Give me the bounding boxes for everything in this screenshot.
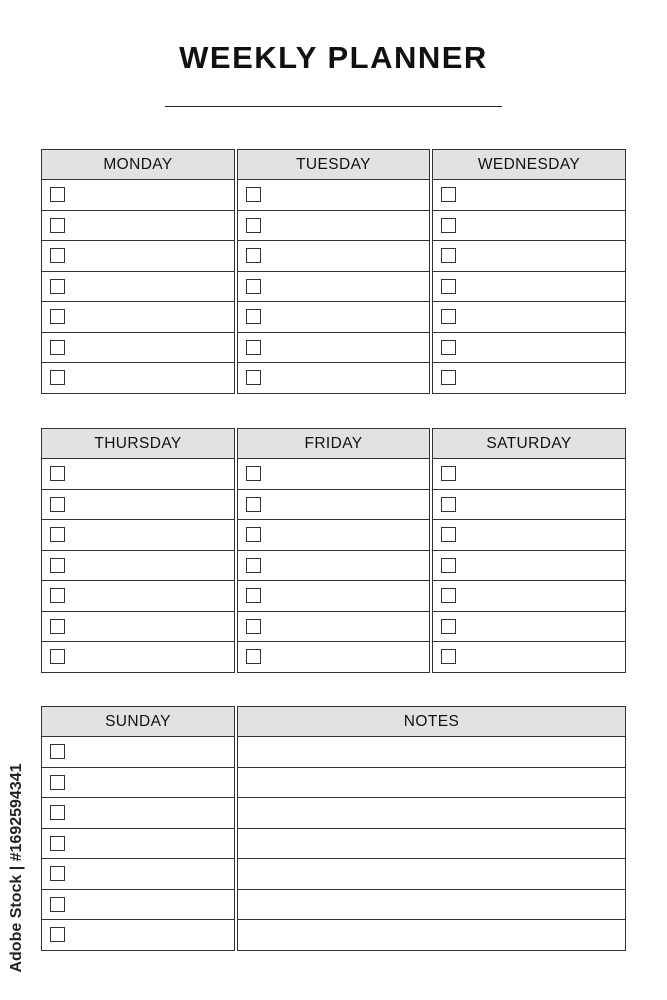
- title-underline: [165, 106, 502, 107]
- task-row[interactable]: [433, 363, 625, 394]
- task-checkbox[interactable]: [50, 897, 65, 912]
- watermark-text: Adobe Stock | #169259434​1: [8, 763, 25, 973]
- day-header-friday: FRIDAY: [238, 429, 429, 459]
- task-checkbox[interactable]: [50, 279, 65, 294]
- task-checkbox[interactable]: [441, 466, 456, 481]
- task-checkbox[interactable]: [441, 218, 456, 233]
- task-row[interactable]: [238, 459, 429, 490]
- task-row[interactable]: [42, 890, 234, 921]
- task-checkbox[interactable]: [50, 370, 65, 385]
- task-checkbox[interactable]: [441, 649, 456, 664]
- task-checkbox[interactable]: [246, 279, 261, 294]
- task-checkbox[interactable]: [441, 309, 456, 324]
- task-checkbox[interactable]: [441, 279, 456, 294]
- task-row[interactable]: [238, 241, 429, 272]
- task-row[interactable]: [433, 459, 625, 490]
- notes-lines: [238, 737, 625, 951]
- task-checkbox[interactable]: [50, 866, 65, 881]
- notes-line[interactable]: [238, 829, 625, 860]
- task-row[interactable]: [42, 737, 234, 768]
- task-checkbox[interactable]: [246, 370, 261, 385]
- notes-line[interactable]: [238, 798, 625, 829]
- task-list: [238, 180, 429, 394]
- task-list: [433, 180, 625, 394]
- task-row[interactable]: [42, 211, 234, 242]
- task-row[interactable]: [433, 612, 625, 643]
- task-row[interactable]: [238, 272, 429, 303]
- task-row[interactable]: [433, 581, 625, 612]
- task-checkbox[interactable]: [50, 497, 65, 512]
- task-row[interactable]: [42, 642, 234, 673]
- day-panel-monday: [41, 149, 235, 394]
- day-panel-saturday: [432, 428, 626, 673]
- task-checkbox[interactable]: [246, 497, 261, 512]
- task-row[interactable]: [238, 180, 429, 211]
- task-checkbox[interactable]: [246, 466, 261, 481]
- task-row[interactable]: [42, 180, 234, 211]
- task-row[interactable]: [42, 768, 234, 799]
- task-checkbox[interactable]: [50, 187, 65, 202]
- task-checkbox[interactable]: [441, 558, 456, 573]
- task-row[interactable]: [42, 490, 234, 521]
- task-checkbox[interactable]: [50, 649, 65, 664]
- task-checkbox[interactable]: [246, 248, 261, 263]
- task-row[interactable]: [238, 333, 429, 364]
- task-checkbox[interactable]: [246, 558, 261, 573]
- task-row[interactable]: [42, 333, 234, 364]
- task-row[interactable]: [238, 612, 429, 643]
- task-row[interactable]: [238, 551, 429, 582]
- task-row[interactable]: [433, 551, 625, 582]
- task-checkbox[interactable]: [441, 370, 456, 385]
- notes-line[interactable]: [238, 859, 625, 890]
- task-checkbox[interactable]: [246, 649, 261, 664]
- task-checkbox[interactable]: [246, 309, 261, 324]
- task-list: [42, 459, 234, 673]
- task-row[interactable]: [42, 363, 234, 394]
- notes-line[interactable]: [238, 737, 625, 768]
- task-row[interactable]: [433, 180, 625, 211]
- task-checkbox[interactable]: [50, 619, 65, 634]
- task-checkbox[interactable]: [50, 744, 65, 759]
- task-checkbox[interactable]: [441, 588, 456, 603]
- notes-line[interactable]: [238, 920, 625, 951]
- task-row[interactable]: [238, 363, 429, 394]
- task-row[interactable]: [238, 520, 429, 551]
- task-checkbox[interactable]: [441, 497, 456, 512]
- task-list: [42, 737, 234, 951]
- notes-line[interactable]: [238, 768, 625, 799]
- task-checkbox[interactable]: [50, 248, 65, 263]
- stock-watermark: [6, 752, 28, 984]
- day-header-wednesday: WEDNESDAY: [433, 150, 625, 180]
- task-row[interactable]: [42, 272, 234, 303]
- notes-panel: [237, 706, 626, 951]
- task-checkbox[interactable]: [246, 340, 261, 355]
- task-row[interactable]: [433, 333, 625, 364]
- planner-title: WEEKLY PLANNER: [179, 40, 488, 75]
- day-panel-friday: [237, 428, 430, 673]
- task-row[interactable]: [42, 798, 234, 829]
- task-row[interactable]: [42, 920, 234, 951]
- task-row[interactable]: [433, 642, 625, 673]
- task-row[interactable]: [42, 241, 234, 272]
- task-row[interactable]: [42, 612, 234, 643]
- task-checkbox[interactable]: [246, 619, 261, 634]
- task-row[interactable]: [433, 520, 625, 551]
- task-checkbox[interactable]: [441, 248, 456, 263]
- task-checkbox[interactable]: [50, 927, 65, 942]
- task-list: [238, 459, 429, 673]
- task-row[interactable]: [238, 211, 429, 242]
- day-header-tuesday: TUESDAY: [238, 150, 429, 180]
- task-row[interactable]: [238, 302, 429, 333]
- task-checkbox[interactable]: [441, 187, 456, 202]
- task-checkbox[interactable]: [50, 558, 65, 573]
- task-checkbox[interactable]: [50, 340, 65, 355]
- task-row[interactable]: [433, 211, 625, 242]
- task-checkbox[interactable]: [50, 588, 65, 603]
- task-row[interactable]: [42, 581, 234, 612]
- task-row[interactable]: [238, 581, 429, 612]
- task-checkbox[interactable]: [246, 588, 261, 603]
- notes-header: NOTES: [238, 707, 625, 737]
- task-row[interactable]: [433, 490, 625, 521]
- task-checkbox[interactable]: [246, 527, 261, 542]
- day-panel-tuesday: [237, 149, 430, 394]
- notes-line[interactable]: [238, 890, 625, 921]
- day-header-saturday: SATURDAY: [433, 429, 625, 459]
- task-list: [42, 180, 234, 394]
- task-checkbox[interactable]: [50, 218, 65, 233]
- day-panel-thursday: [41, 428, 235, 673]
- task-checkbox[interactable]: [50, 836, 65, 851]
- day-header-thursday: THURSDAY: [42, 429, 234, 459]
- task-row[interactable]: [42, 520, 234, 551]
- task-checkbox[interactable]: [50, 775, 65, 790]
- day-panel-wednesday: [432, 149, 626, 394]
- task-row[interactable]: [238, 490, 429, 521]
- task-row[interactable]: [42, 302, 234, 333]
- task-checkbox[interactable]: [50, 466, 65, 481]
- task-checkbox[interactable]: [50, 527, 65, 542]
- task-row[interactable]: [42, 551, 234, 582]
- task-row[interactable]: [238, 642, 429, 673]
- task-checkbox[interactable]: [441, 340, 456, 355]
- task-checkbox[interactable]: [50, 805, 65, 820]
- task-checkbox[interactable]: [50, 309, 65, 324]
- task-row[interactable]: [42, 459, 234, 490]
- day-header-sunday: SUNDAY: [42, 707, 234, 737]
- day-panel-sunday: [41, 706, 235, 951]
- task-row[interactable]: [433, 241, 625, 272]
- task-checkbox[interactable]: [441, 527, 456, 542]
- task-checkbox[interactable]: [441, 619, 456, 634]
- day-header-monday: MONDAY: [42, 150, 234, 180]
- task-list: [433, 459, 625, 673]
- task-row[interactable]: [433, 302, 625, 333]
- task-row[interactable]: [42, 859, 234, 890]
- task-row[interactable]: [42, 829, 234, 860]
- task-checkbox[interactable]: [246, 187, 261, 202]
- task-row[interactable]: [433, 272, 625, 303]
- task-checkbox[interactable]: [246, 218, 261, 233]
